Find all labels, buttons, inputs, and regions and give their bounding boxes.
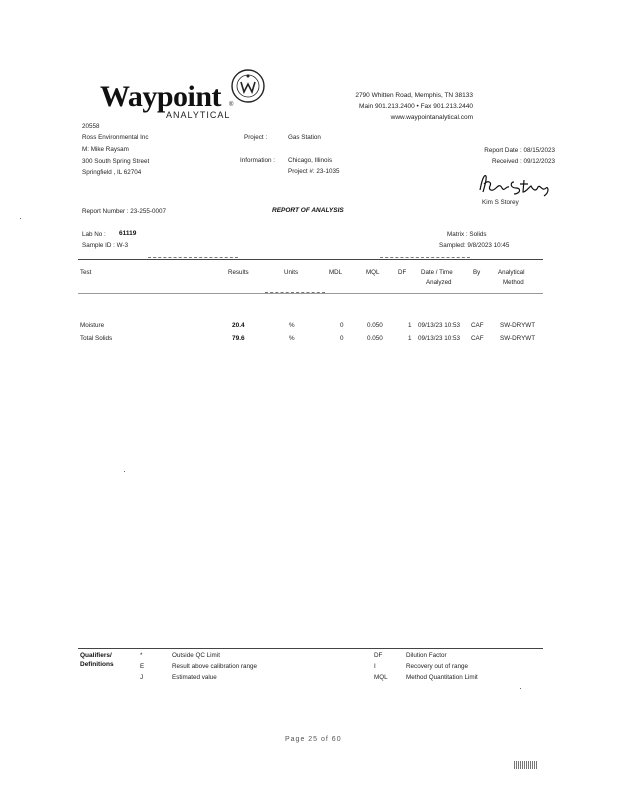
col-header-test: Test xyxy=(80,269,92,276)
row-datetime: 09/13/23 10:53 xyxy=(418,335,461,342)
lab-website: www.waypointanalytical.com xyxy=(390,114,473,121)
trademark-mark: ® xyxy=(229,102,234,108)
project-number: Project #: 23-1035 xyxy=(288,168,340,175)
information-value: Chicago, Illinois xyxy=(288,157,333,164)
row-test: Moisture xyxy=(80,322,105,329)
row-datetime: 09/13/23 10:53 xyxy=(418,322,461,329)
barcode-icon xyxy=(514,761,538,769)
scan-speck xyxy=(124,471,125,472)
report-number: Report Number : 23-255-0007 xyxy=(82,208,167,215)
qualifier-code: DF xyxy=(374,652,383,659)
qualifier-text: Method Quantitation Limit xyxy=(406,674,478,681)
received-date: Received : 09/12/2023 xyxy=(491,158,555,165)
col-header-by: By xyxy=(473,269,481,276)
signature-image xyxy=(476,170,554,198)
divider-dashed xyxy=(380,257,470,258)
row-df: 1 xyxy=(408,322,412,329)
row-analyst: CAF xyxy=(471,335,484,342)
qualifier-text: Recovery out of range xyxy=(406,663,468,670)
row-df: 1 xyxy=(408,335,412,342)
scan-speck xyxy=(20,218,21,219)
divider-dashed xyxy=(148,257,238,258)
client-attn: M: Mike Raysam xyxy=(82,146,129,153)
project-value: Gas Station xyxy=(288,134,321,141)
divider xyxy=(78,648,543,649)
col-header-units: Units xyxy=(284,269,299,276)
row-result: 20.4 xyxy=(232,322,245,329)
qualifiers-title: Qualifiers/ xyxy=(80,652,112,659)
row-method: SW-DRYWT xyxy=(500,335,536,342)
row-units: % xyxy=(289,335,295,342)
col-header-analytical: Analytical xyxy=(498,269,525,276)
signer-name: Kim S Storey xyxy=(482,199,519,206)
lab-phone-fax: Main 901.213.2400 • Fax 901.213.2440 xyxy=(359,103,473,110)
col-header-mql: MQL xyxy=(366,269,380,276)
report-title: REPORT OF ANALYSIS xyxy=(272,207,344,214)
sample-id: Sample ID : W-3 xyxy=(82,242,129,249)
col-header-datetime: Date / Time xyxy=(421,269,453,276)
qualifier-code: E xyxy=(140,663,145,670)
qualifier-code: * xyxy=(140,652,143,659)
qualifier-text: Outside QC Limit xyxy=(172,652,220,659)
row-analyst: CAF xyxy=(471,322,484,329)
information-label: Information : xyxy=(240,157,275,164)
col-header-df: DF xyxy=(398,269,407,276)
qualifier-code: J xyxy=(140,674,144,681)
logo-wordmark: Waypoint xyxy=(100,80,222,113)
lab-address: 2790 Whitten Road, Memphis, TN 38133 xyxy=(355,92,473,99)
divider xyxy=(78,293,543,294)
col-header-mdl: MDL xyxy=(329,269,343,276)
col-header-method: Method xyxy=(503,279,524,286)
qualifier-code: MQL xyxy=(374,674,388,681)
row-units: % xyxy=(289,322,295,329)
divider xyxy=(78,259,543,260)
row-mdl: 0 xyxy=(340,322,344,329)
lab-no-label: Lab No : xyxy=(82,231,106,238)
seal-icon xyxy=(230,68,266,104)
row-test: Total Solids xyxy=(80,335,113,342)
report-date: Report Date : 08/15/2023 xyxy=(484,147,555,154)
definitions-title: Definitions xyxy=(80,661,114,668)
matrix: Matrix : Solids xyxy=(447,231,487,238)
client-street: 300 South Spring Street xyxy=(82,158,150,165)
client-code: 20558 xyxy=(82,123,100,130)
col-header-results: Results xyxy=(228,269,249,276)
row-mdl: 0 xyxy=(340,335,344,342)
project-label: Project : xyxy=(244,134,268,141)
logo-subtitle: ANALYTICAL xyxy=(166,110,231,120)
client-city: Springfield , IL 62704 xyxy=(82,169,142,176)
client-company: Ross Environmental Inc xyxy=(82,134,149,141)
qualifier-text: Result above calibration range xyxy=(172,663,258,670)
col-header-analyzed: Analyzed xyxy=(426,279,452,286)
qualifier-text: Estimated value xyxy=(172,674,217,681)
lab-no-value: 61119 xyxy=(119,230,137,237)
qualifier-text: Dilution Factor xyxy=(406,652,447,659)
qualifier-code: I xyxy=(374,663,376,670)
row-method: SW-DRYWT xyxy=(500,322,536,329)
sampled-datetime: Sampled: 9/8/2023 10:45 xyxy=(439,242,510,249)
row-result: 79.6 xyxy=(232,335,245,342)
scan-speck xyxy=(520,688,521,689)
page-number: Page 25 of 60 xyxy=(285,736,342,743)
row-mql: 0.050 xyxy=(367,335,383,342)
row-mql: 0.050 xyxy=(367,322,383,329)
